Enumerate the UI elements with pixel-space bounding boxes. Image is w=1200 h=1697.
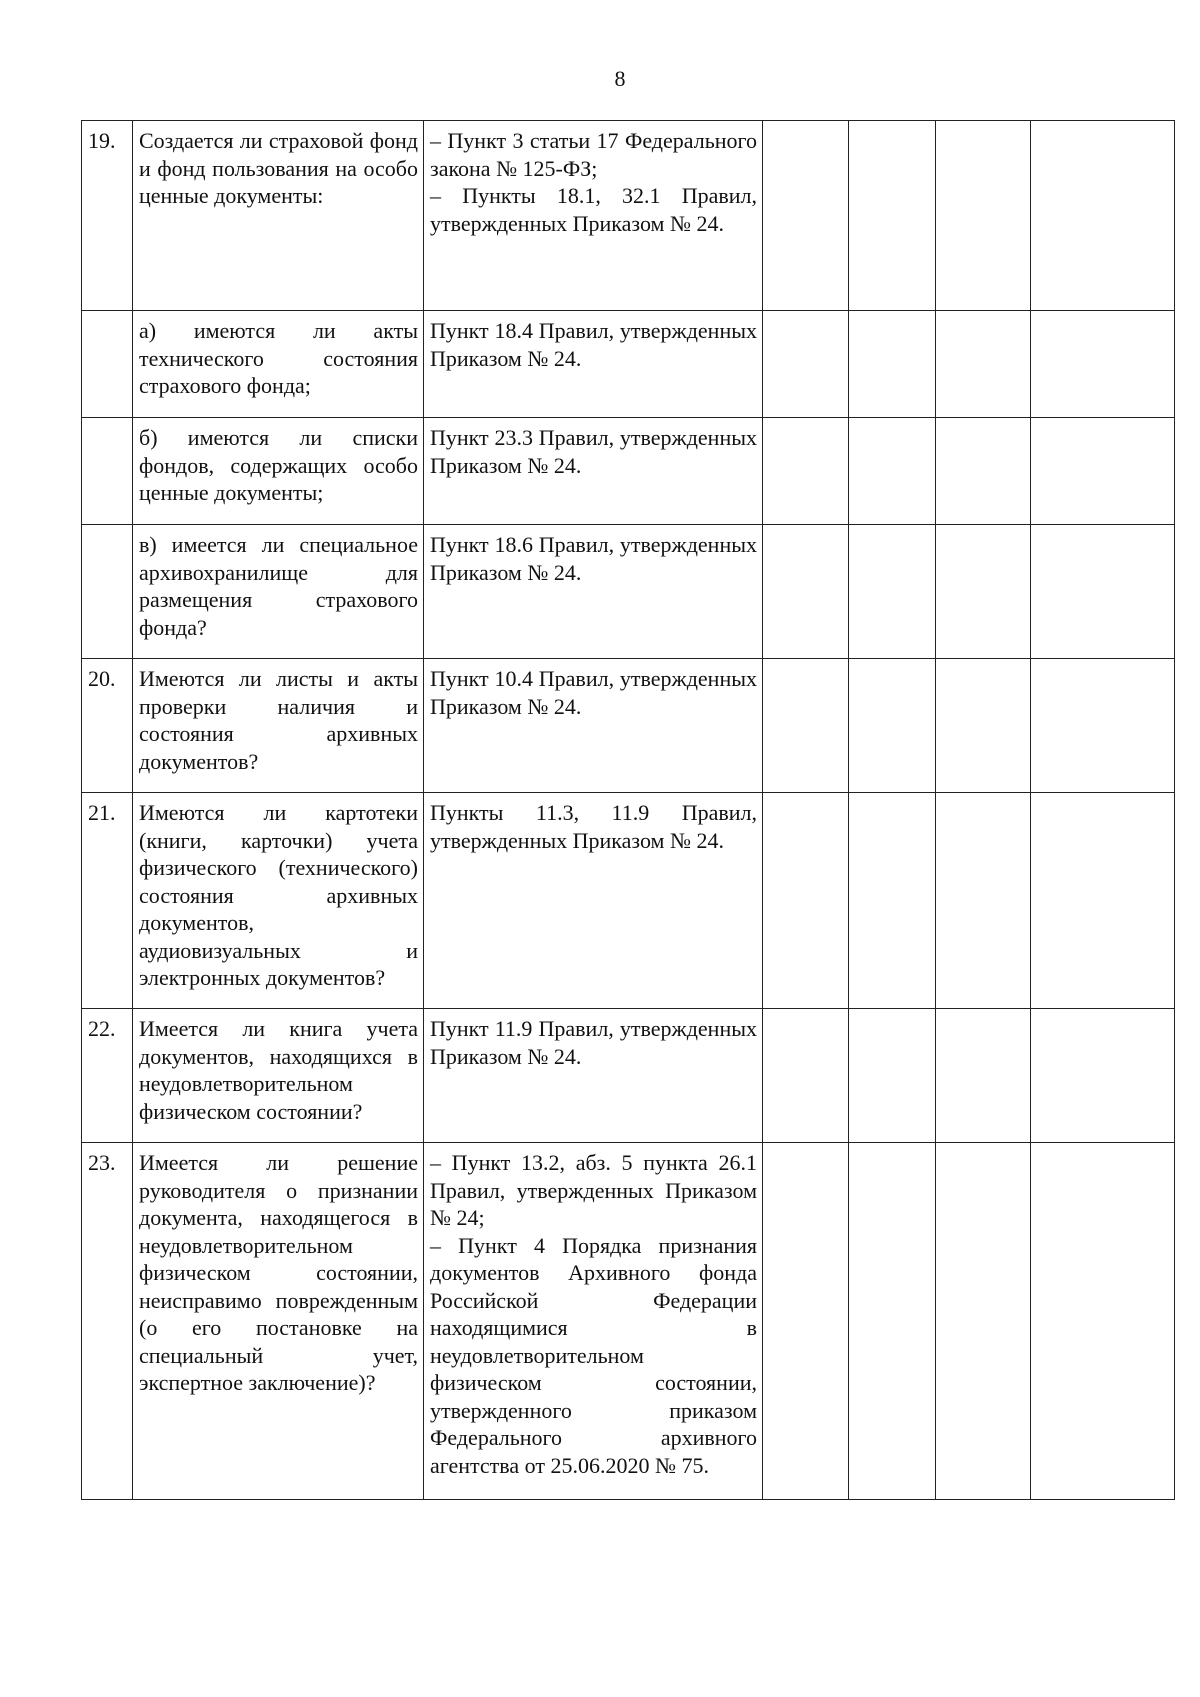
reference-line: – Пункты 18.1, 32.1 Правил, утвержденных Приказом № 24. bbox=[430, 183, 757, 236]
empty-cell bbox=[763, 1009, 849, 1143]
reference-cell bbox=[424, 659, 763, 793]
empty-cell bbox=[936, 659, 1031, 793]
reference-line: – Пункт 4 Порядка признания документов Архивного фонда Российской Федерации находящимися в неудовлетворительном физическом состоянии, утвержденного приказом Федерального архивного агентства от 25.06.2020 № 75. bbox=[430, 1232, 757, 1478]
empty-cell bbox=[849, 1143, 936, 1500]
reference-line: Пункт 18.6 Правил, утвержденных Приказом № 24. bbox=[430, 532, 757, 585]
reference-line: Пункт 10.4 Правил, утвержденных Приказом № 24. bbox=[430, 666, 757, 719]
reference-cell bbox=[424, 1143, 763, 1500]
row-number: 21. bbox=[82, 793, 133, 1009]
table-row bbox=[82, 311, 1175, 418]
checklist-table bbox=[81, 120, 1175, 1500]
reference-line: Пункт 18.4 Правил, утвержденных Приказом № 24. bbox=[430, 318, 757, 371]
empty-cell bbox=[763, 659, 849, 793]
reference-line: Пункт 23.3 Правил, утвержденных Приказом № 24. bbox=[430, 425, 757, 478]
empty-cell bbox=[936, 793, 1031, 1009]
row-number bbox=[82, 311, 133, 418]
empty-cell bbox=[763, 793, 849, 1009]
reference-cell bbox=[424, 525, 763, 659]
table-row bbox=[82, 1143, 1175, 1500]
reference-cell bbox=[424, 793, 763, 1009]
question-cell: Имеются ли картотеки (книги, карточки) учета физического (технического) состояния архивных документов, аудиовизуальных и электронных документов? bbox=[133, 793, 424, 1009]
empty-cell bbox=[1031, 418, 1175, 525]
empty-cell bbox=[849, 793, 936, 1009]
reference-cell bbox=[424, 121, 763, 311]
question-cell: Создается ли страховой фонд и фонд пользования на особо ценные документы: bbox=[133, 121, 424, 311]
question-cell: а) имеются ли акты технического состояния страхового фонда; bbox=[133, 311, 424, 418]
row-number: 19. bbox=[82, 121, 133, 311]
empty-cell bbox=[1031, 121, 1175, 311]
table-row bbox=[82, 793, 1175, 1009]
table-row bbox=[82, 121, 1175, 311]
empty-cell bbox=[1031, 525, 1175, 659]
empty-cell bbox=[763, 525, 849, 659]
question-cell: Имеется ли книга учета документов, находящихся в неудовлетворительном физическом состоянии? bbox=[133, 1009, 424, 1143]
table-row bbox=[82, 659, 1175, 793]
reference-line: Пункты 11.3, 11.9 Правил, утвержденных Приказом № 24. bbox=[430, 800, 757, 853]
empty-cell bbox=[936, 1009, 1031, 1143]
empty-cell bbox=[1031, 793, 1175, 1009]
empty-cell bbox=[763, 121, 849, 311]
row-number: 23. bbox=[82, 1143, 133, 1500]
question-cell: в) имеется ли специальное архивохранилище для размещения страхового фонда? bbox=[133, 525, 424, 659]
row-number bbox=[82, 525, 133, 659]
reference-line: – Пункт 3 статьи 17 Федерального закона № 125-ФЗ; bbox=[430, 128, 757, 181]
row-number: 22. bbox=[82, 1009, 133, 1143]
row-number: 20. bbox=[82, 659, 133, 793]
question-cell: б) имеются ли списки фондов, содержащих особо ценные документы; bbox=[133, 418, 424, 525]
empty-cell bbox=[849, 121, 936, 311]
empty-cell bbox=[849, 418, 936, 525]
reference-cell bbox=[424, 418, 763, 525]
row-number bbox=[82, 418, 133, 525]
empty-cell bbox=[849, 1009, 936, 1143]
table-row bbox=[82, 525, 1175, 659]
page-number: 8 bbox=[614, 66, 626, 91]
reference-cell bbox=[424, 1009, 763, 1143]
empty-cell bbox=[763, 418, 849, 525]
question-cell: Имеются ли листы и акты проверки наличия и состояния архивных документов? bbox=[133, 659, 424, 793]
empty-cell bbox=[849, 525, 936, 659]
empty-cell bbox=[936, 525, 1031, 659]
table-row bbox=[82, 1009, 1175, 1143]
empty-cell bbox=[936, 418, 1031, 525]
reference-line: Пункт 11.9 Правил, утвержденных Приказом № 24. bbox=[430, 1016, 757, 1069]
empty-cell bbox=[763, 311, 849, 418]
empty-cell bbox=[1031, 659, 1175, 793]
empty-cell bbox=[763, 1143, 849, 1500]
empty-cell bbox=[1031, 1009, 1175, 1143]
reference-cell bbox=[424, 311, 763, 418]
empty-cell bbox=[1031, 311, 1175, 418]
reference-line: – Пункт 13.2, абз. 5 пункта 26.1 Правил, утвержденных Приказом № 24; bbox=[430, 1150, 757, 1230]
question-cell: Имеется ли решение руководителя о признании документа, находящегося в неудовлетворительном физическом состоянии, неисправимо поврежденным (о его постановке на специальный учет, экспертное заключение)? bbox=[133, 1143, 424, 1500]
empty-cell bbox=[936, 1143, 1031, 1500]
empty-cell bbox=[936, 121, 1031, 311]
empty-cell bbox=[1031, 1143, 1175, 1500]
empty-cell bbox=[936, 311, 1031, 418]
empty-cell bbox=[849, 311, 936, 418]
table-row bbox=[82, 418, 1175, 525]
empty-cell bbox=[849, 659, 936, 793]
